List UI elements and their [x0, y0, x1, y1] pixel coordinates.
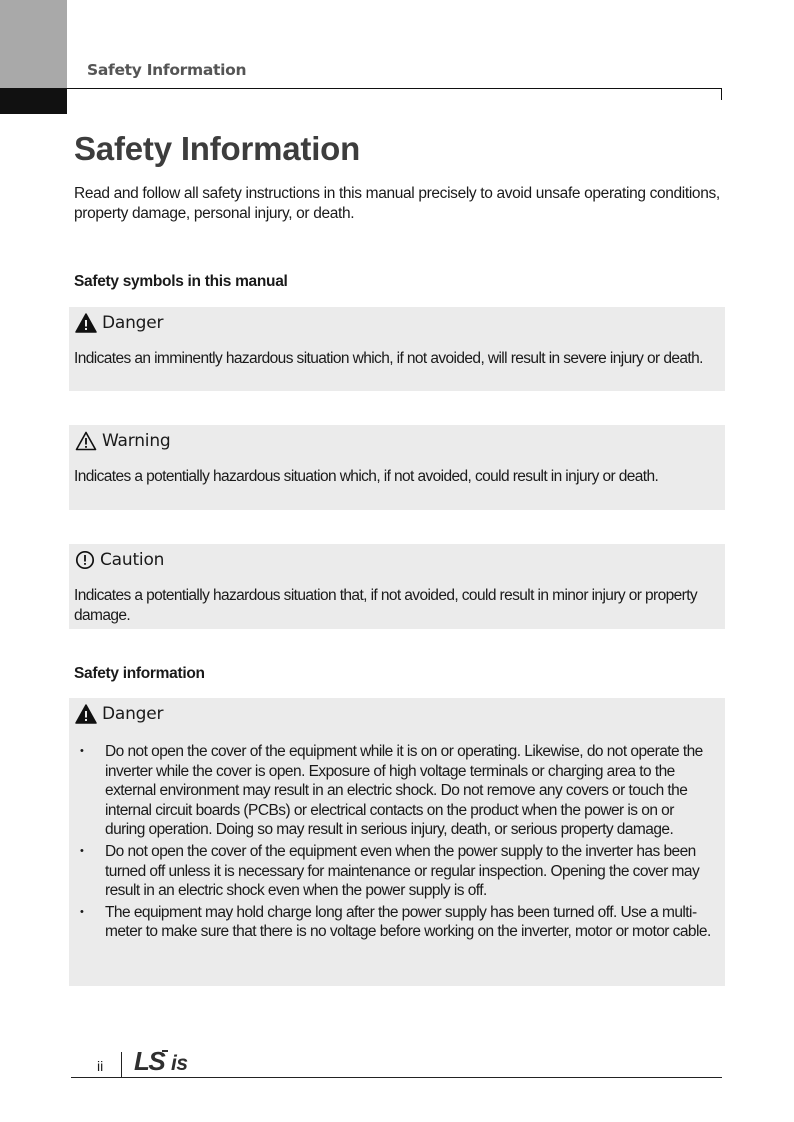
danger-info-header [75, 704, 163, 724]
svg-text:is: is [171, 1052, 188, 1075]
danger-symbol-box [69, 307, 725, 391]
caution-symbol-label: Caution [100, 550, 165, 570]
danger-symbol-description: Indicates an imminently hazardous situation which, if not avoided, will result in severe injury or death. [74, 350, 703, 367]
footer-divider [121, 1052, 122, 1077]
danger-info-box [69, 698, 725, 986]
warning-symbol-description: Indicates a potentially hazardous situation which, if not avoided, could result in injury or death. [74, 468, 659, 485]
warning-triangle-outline-icon [75, 431, 97, 451]
header-corner-black [0, 88, 67, 114]
caution-symbol-description: Indicates a potentially hazardous situation that, if not avoided, could result in minor injury or property damage. [74, 587, 698, 624]
header-rule [67, 88, 722, 89]
danger-symbol-label: Danger [102, 313, 164, 333]
running-header: Safety Information [87, 61, 247, 79]
info-section-heading: Safety information [74, 665, 205, 682]
danger-info-list [74, 742, 714, 944]
symbols-section-heading: Safety symbols in this manual [74, 273, 288, 290]
page-title: Safety Information [74, 130, 361, 167]
list-item: • Do not open the cover of the equipment even when the power supply to the inverter has been turned off unless it is necessary for maintenance or regular inspection. Opening the cover may result in an electric shock even when the power supply is off. [74, 842, 714, 901]
header-rule-tick [721, 88, 722, 100]
danger-triangle-filled-icon [75, 704, 97, 724]
svg-text:LS: LS [134, 1047, 165, 1075]
danger-triangle-filled-icon [75, 313, 97, 333]
list-item: • The equipment may hold charge long after the power supply has been turned off. Use a multi-meter to make sure that there is no voltage before working on the inverter, motor or motor cable. [74, 903, 714, 942]
warning-symbol-header [75, 431, 171, 451]
warning-symbol-box [69, 425, 725, 510]
caution-circle-icon [75, 550, 95, 570]
caution-symbol-box [69, 544, 725, 629]
warning-symbol-label: Warning [102, 431, 171, 451]
page-number: ii [97, 1058, 104, 1074]
intro-paragraph: Read and follow all safety instructions in this manual precisely to avoid unsafe operating conditions, property damage, personal injury, or death. [74, 185, 720, 222]
header-corner-gray [0, 0, 67, 88]
caution-symbol-header [75, 550, 164, 570]
list-item: • Do not open the cover of the equipment while it is on or operating. Likewise, do not operate the inverter while the cover is open. Exposure of high voltage terminals or charging area to the external environment may result in an electric shock. Do not remove any covers or touch the internal circuit boards (PCBs) or electrical contacts on the product when the power is on or during operation. Doing so may result in serious injury, death, or serious property damage. [74, 742, 714, 840]
ls-is-logo [134, 1047, 200, 1080]
footer-rule [71, 1077, 722, 1078]
danger-symbol-header [75, 313, 163, 333]
danger-info-label: Danger [102, 704, 164, 724]
